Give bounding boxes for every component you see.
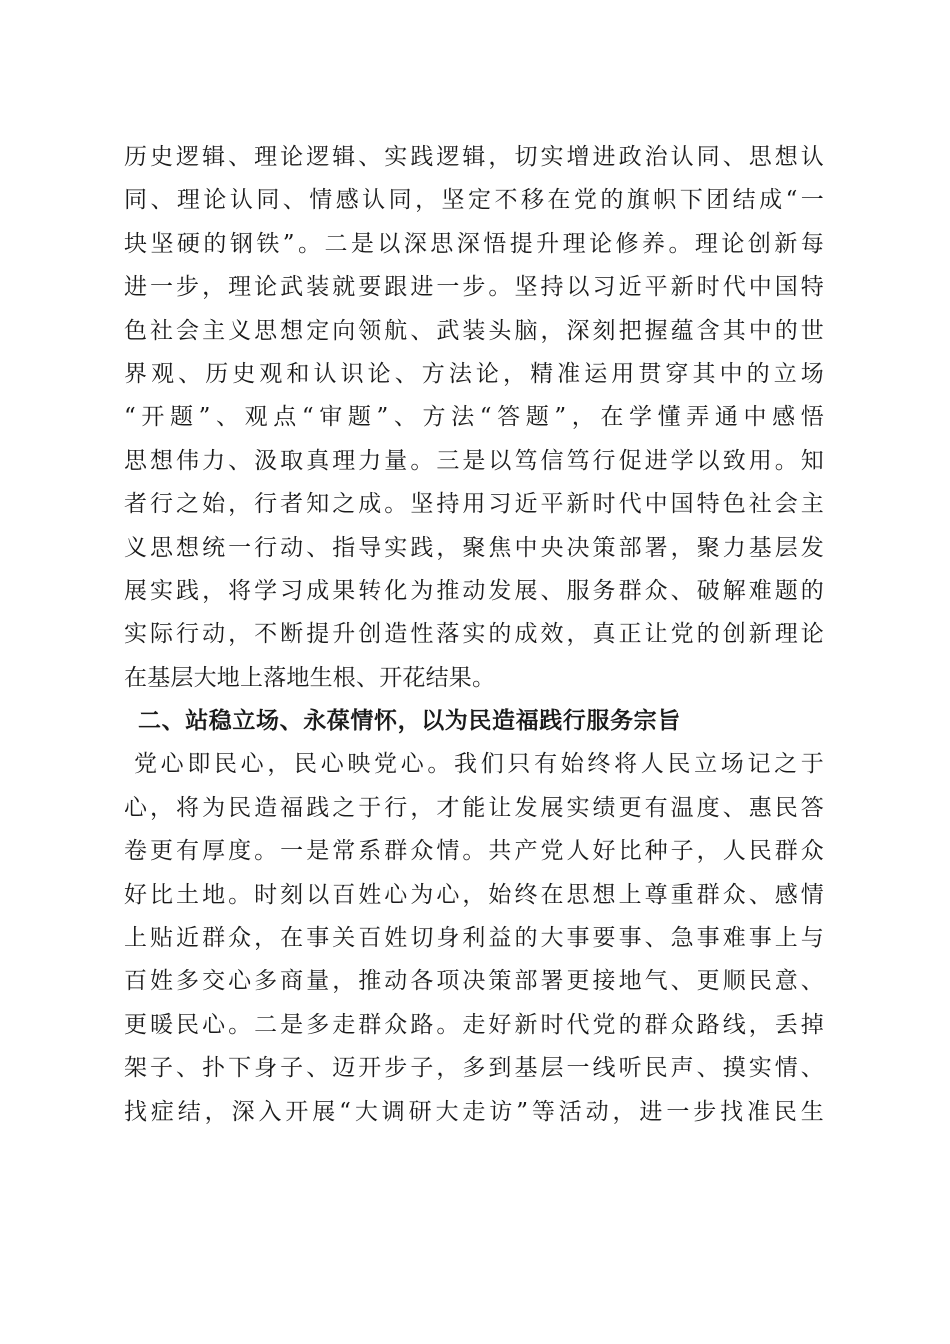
paragraph-line: 上贴近群众，在事关百姓切身利益的大事要事、急事难事上与 xyxy=(124,925,824,952)
paragraph-line: 块坚硬的钢铁”。二是以深思深悟提升理论修养。理论创新每 xyxy=(124,230,824,257)
paragraph-line: 义思想统一行动、指导实践，聚焦中央决策部署，聚力基层发 xyxy=(124,534,824,561)
paragraph-line: 架子、扑下身子、迈开步子，多到基层一线听民声、摸实情、 xyxy=(124,1055,824,1082)
paragraph-line: 找症结，深入开展“大调研大走访”等活动，进一步找准民生 xyxy=(124,1098,824,1125)
paragraph-1 xyxy=(124,136,824,700)
paragraph-line: 好比土地。时刻以百姓心为心，始终在思想上尊重群众、感情 xyxy=(124,881,824,908)
paragraph-line: 历史逻辑、理论逻辑、实践逻辑，切实增进政治认同、思想认 xyxy=(124,144,824,170)
paragraph-line: 进一步，理论武装就要跟进一步。坚持以习近平新时代中国特 xyxy=(124,274,824,301)
paragraph-line: 思想伟力、汲取真理力量。三是以笃信笃行促进学以致用。知 xyxy=(124,447,824,474)
paragraph-line: 者行之始，行者知之成。坚持用习近平新时代中国特色社会主 xyxy=(124,491,824,518)
paragraph-line: 党心即民心，民心映党心。我们只有始终将人民立场记之于 xyxy=(134,751,824,778)
section-heading: 二、站稳立场、永葆情怀，以为民造福践行服务宗旨 xyxy=(138,708,681,735)
document-body xyxy=(124,136,824,1134)
paragraph-line: 展实践，将学习成果转化为推动发展、服务群众、破解难题的 xyxy=(124,577,824,604)
paragraph-line: 实际行动，不断提升创造性落实的成效，真正让党的创新理论 xyxy=(124,621,824,648)
paragraph-line: 同、理论认同、情感认同，坚定不移在党的旗帜下团结成“一 xyxy=(124,187,824,214)
paragraph-line: 卷更有厚度。一是常系群众情。共产党人好比种子，人民群众 xyxy=(124,838,824,865)
paragraph-line: 百姓多交心多商量，推动各项决策部署更接地气、更顺民意、 xyxy=(124,968,824,995)
paragraph-line: 在基层大地上落地生根、开花结果。 xyxy=(124,664,496,691)
paragraph-line: “开题”、观点“审题”、方法“答题”，在学懂弄通中感悟 xyxy=(124,404,824,431)
paragraph-line: 心，将为民造福践之于行，才能让发展实绩更有温度、惠民答 xyxy=(124,794,824,821)
paragraph-2 xyxy=(124,743,824,1134)
paragraph-line: 色社会主义思想定向领航、武装头脑，深刻把握蕴含其中的世 xyxy=(124,317,824,344)
paragraph-line: 界观、历史观和认识论、方法论，精准运用贯穿其中的立场 xyxy=(124,360,824,387)
paragraph-line: 更暖民心。二是多走群众路。走好新时代党的群众路线，丢掉 xyxy=(124,1011,824,1038)
